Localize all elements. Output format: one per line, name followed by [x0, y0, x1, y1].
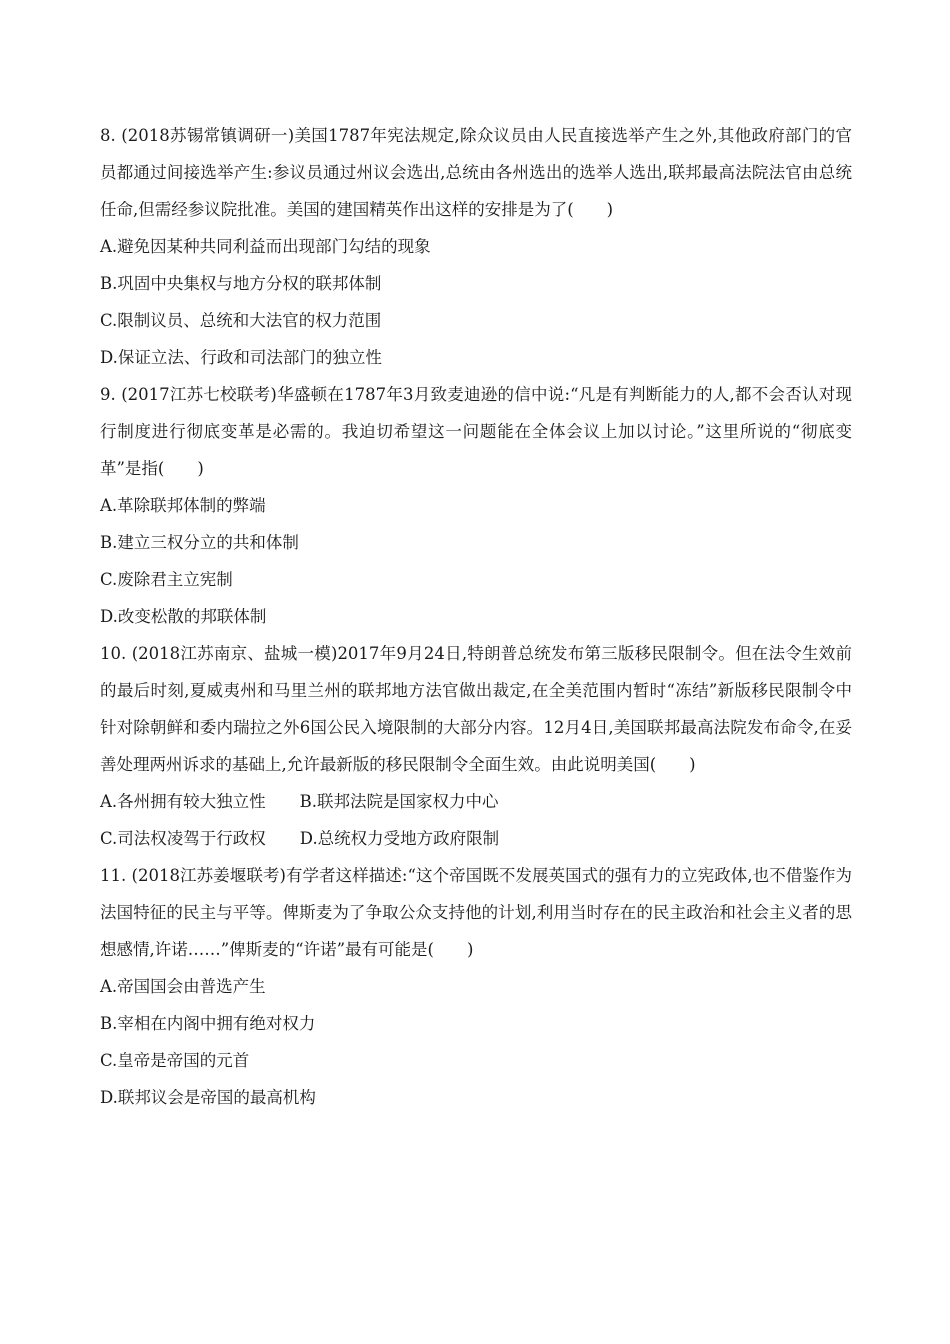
option-b: B.联邦法院是国家权力中心: [299, 792, 499, 811]
option-row: [100, 820, 852, 857]
option-c: C.限制议员、总统和大法官的权力范围: [100, 311, 382, 330]
question-stem: 10. (2018江苏南京、盐城一模)2017年9月24日,特朗普总统发布第三版移民限制令。但在法令生效前的最后时刻,夏威夷州和马里兰州的联邦地方法官做出裁定,在全美范围内暂时“冻结”新版移民限制令中针对除朝鲜和委内瑞拉之外6国公民入境限制的大部分内容。12月4日,美国联邦最高法院发布命令,在妥善处理两州诉求的基础上,允许最新版的移民限制令全面生效。由此说明美国( ): [100, 644, 852, 774]
option-a: A.帝国国会由普选产生: [100, 977, 266, 996]
question-9: [100, 376, 852, 635]
option-c: C.司法权凌驾于行政权: [100, 829, 266, 848]
question-stem: 8. (2018苏锡常镇调研一)美国1787年宪法规定,除众议员由人民直接选举产生之外,其他政府部门的官员都通过间接选举产生:参议员通过州议会选出,总统由各州选出的选举人选出,联邦最高法院法官由总统任命,但需经参议院批准。美国的建国精英作出这样的安排是为了( ): [100, 126, 852, 219]
question-10: [100, 635, 852, 857]
option-b: B.建立三权分立的共和体制: [100, 533, 299, 552]
option-c: C.皇帝是帝国的元首: [100, 1051, 250, 1070]
question-11: [100, 857, 852, 1116]
option-b: B.宰相在内阁中拥有绝对权力: [100, 1014, 316, 1033]
question-stem: 11. (2018江苏姜堰联考)有学者这样描述:“这个帝国既不发展英国式的强有力的立宪政体,也不借鉴作为法国特征的民主与平等。俾斯麦为了争取公众支持他的计划,利用当时存在的民主政治和社会主义者的思想感情,许诺……”俾斯麦的“许诺”最有可能是( ): [100, 866, 852, 959]
question-8: [100, 117, 852, 376]
option-d: D.总统权力受地方政府限制: [299, 829, 500, 848]
option-row: [100, 783, 852, 820]
option-d: D.改变松散的邦联体制: [100, 607, 267, 626]
option-a: A.革除联邦体制的弊端: [100, 496, 266, 515]
option-c: C.废除君主立宪制: [100, 570, 233, 589]
option-d: D.联邦议会是帝国的最高机构: [100, 1088, 316, 1107]
option-a: A.各州拥有较大独立性: [100, 792, 266, 811]
question-stem: 9. (2017江苏七校联考)华盛顿在1787年3月致麦迪逊的信中说:“凡是有判断能力的人,都不会否认对现行制度进行彻底变革是必需的。我迫切希望这一问题能在全体会议上加以讨论。”这里所说的“彻底变革”是指( ): [100, 385, 852, 478]
option-d: D.保证立法、行政和司法部门的独立性: [100, 348, 382, 367]
document-page: [100, 117, 852, 1116]
option-b: B.巩固中央集权与地方分权的联邦体制: [100, 274, 382, 293]
option-a: A.避免因某种共同利益而出现部门勾结的现象: [100, 237, 431, 256]
